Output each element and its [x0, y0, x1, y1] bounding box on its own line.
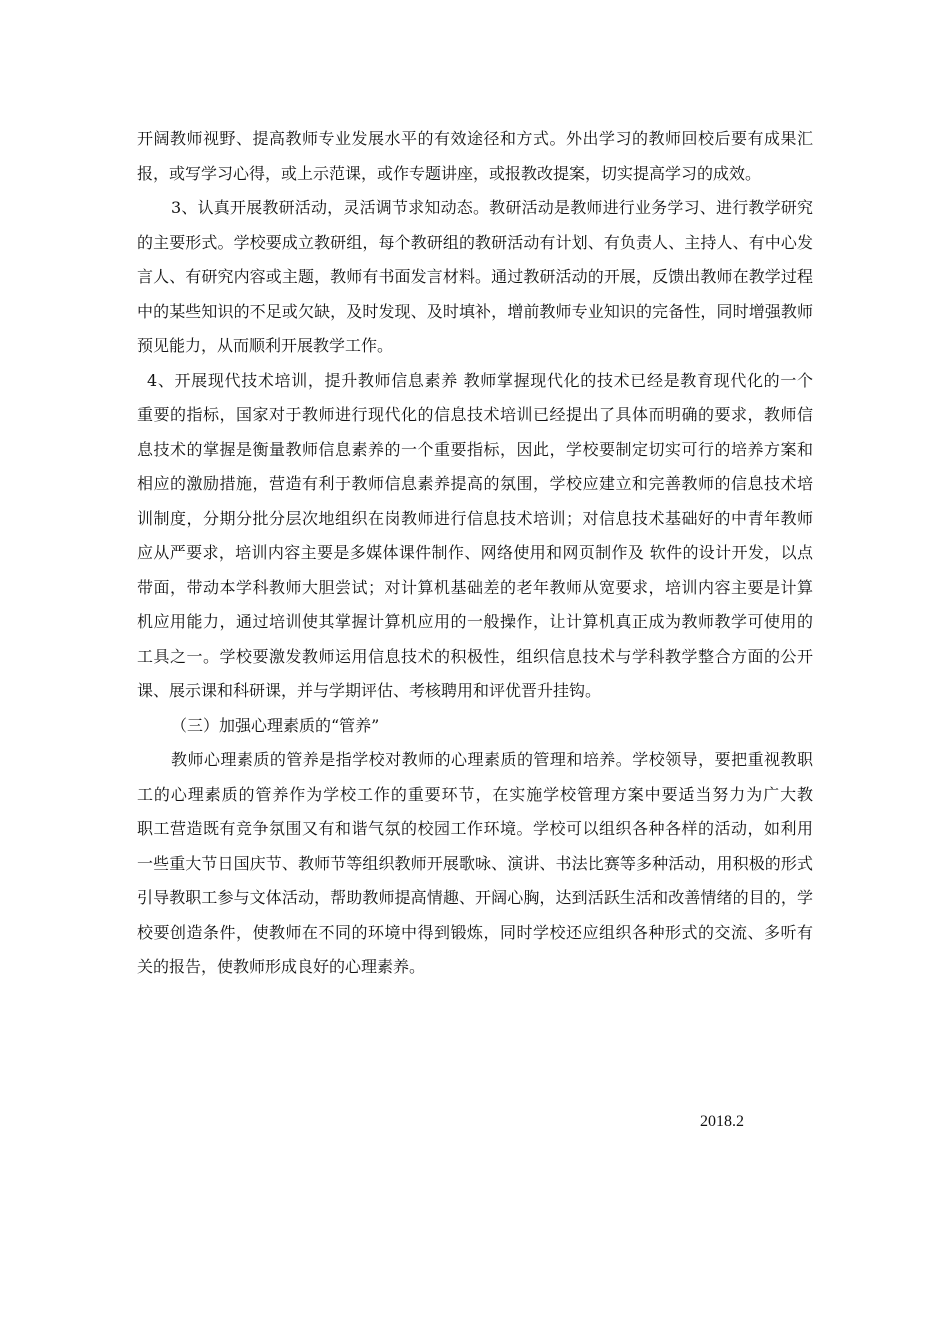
text-line: 应从严要求，培训内容主要是多媒体课件制作、网络使用和网页制作及 软件的设计开发，以点	[137, 543, 813, 562]
text-line: 教师心理素质的管养是指学校对教师的心理素质的管理和培养。学校领导，要把重视教职	[171, 750, 813, 769]
text-line: 言人、有研究内容或主题，教师有书面发言材料。通过教研活动的开展，反馈出教师在教学过程	[137, 267, 813, 286]
text-line: 4、开展现代技术培训，提升教师信息素养 教师掌握现代化的技术已经是教育现代化的一个	[147, 370, 813, 390]
text-line: 机应用能力，通过培训使其掌握计算机应用的一般操作，让计算机真正成为教师教学可使用的	[137, 612, 813, 631]
text-line: 校要创造条件，使教师在不同的环境中得到锻炼，同时学校还应组织各种形式的交流、多听有	[137, 922, 813, 942]
text-line: 工具之一。学校要激发教师运用信息技术的积极性，组织信息技术与学科教学整合方面的公开	[137, 646, 813, 666]
text-line: 关的报告，使教师形成良好的心理素养。	[137, 957, 426, 976]
text-line: 一些重大节日国庆节、教师节等组织教师开展歌咏、演讲、书法比赛等多种活动，用积极的形式	[137, 853, 813, 873]
text-line: 预见能力，从而顺利开展教学工作。	[137, 336, 394, 355]
section-heading: （三）加强心理素质的“管养”	[171, 715, 380, 735]
text-line: 报，或写学习心得，或上示范课，或作专题讲座，或报教改提案，切实提高学习的成效。	[137, 163, 762, 183]
text-line: 3、认真开展教研活动，灵活调节求知动态。教研活动是教师进行业务学习、进行教学研究	[171, 198, 813, 217]
text-line: 中的某些知识的不足或欠缺，及时发现、及时填补，增前教师专业知识的完备性，同时增强教师	[137, 301, 813, 321]
text-line: 工的心理素质的管养作为学校工作的重要环节，在实施学校管理方案中要适当努力为广大教	[137, 784, 813, 804]
text-line: 课、展示课和科研课，并与学期评估、考核聘用和评优晋升挂钩。	[137, 681, 602, 700]
text-line: 息技术的掌握是衡量教师信息素养的一个重要指标，因此，学校要制定切实可行的培养方案和	[137, 439, 813, 459]
text-line: 带面，带动本学科教师大胆尝试；对计算机基础差的老年教师从宽要求，培训内容主要是计算	[137, 577, 813, 597]
text-line: 重要的指标，国家对于教师进行现代化的信息技术培训已经提出了具体而明确的要求，教师信	[137, 405, 813, 424]
document-date: 2018.2	[700, 1113, 744, 1130]
document-body	[137, 122, 813, 985]
text-line: 的主要形式。学校要成立教研组，每个教研组的教研活动有计划、有负责人、主持人、有中心发	[137, 232, 813, 252]
text-line: 相应的激励措施，营造有利于教师信息素养提高的氛围，学校应建立和完善教师的信息技术培	[137, 474, 813, 493]
text-line: 职工营造既有竞争氛围又有和谐气氛的校园工作环境。学校可以组织各种各样的活动，如利用	[137, 819, 813, 838]
text-line: 引导教职工参与文体活动，帮助教师提高情趣、开阔心胸，达到活跃生活和改善情绪的目的，学	[137, 888, 813, 907]
text-line: 开阔教师视野、提高教师专业发展水平的有效途径和方式。外出学习的教师回校后要有成果汇	[137, 129, 813, 148]
text-line: 训制度，分期分批分层次地组织在岗教师进行信息技术培训；对信息技术基础好的中青年教师	[137, 508, 813, 528]
